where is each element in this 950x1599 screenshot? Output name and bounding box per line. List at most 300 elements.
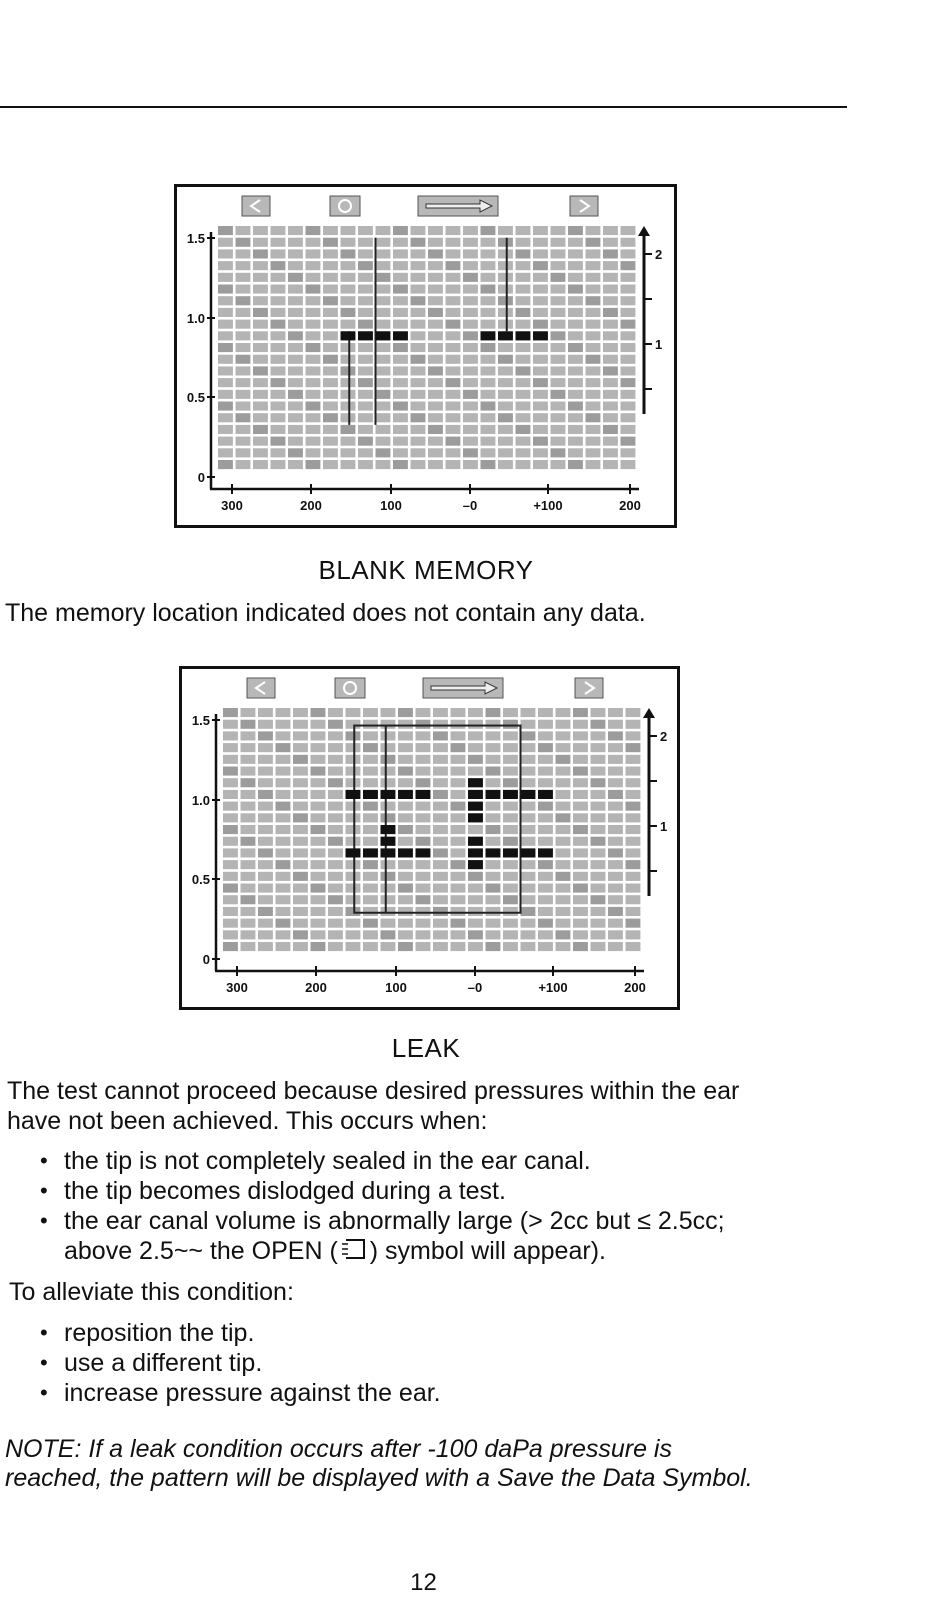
grid-cell (533, 355, 548, 364)
grid-cell (306, 355, 321, 364)
grid-cell (393, 425, 408, 434)
grid-cell (323, 425, 338, 434)
symbol-cell (381, 837, 396, 846)
grid-cell (621, 402, 636, 411)
grid-cell (573, 860, 588, 869)
grid-cell (551, 273, 566, 282)
grid-cell (236, 249, 251, 258)
grid-cell (311, 837, 326, 846)
grid-cell (236, 390, 251, 399)
symbol-cell (503, 790, 518, 799)
grid-cell (608, 731, 623, 740)
grid-cell (323, 366, 338, 375)
grid-cell (568, 378, 583, 387)
grid-cell (446, 226, 461, 235)
grid-cell (586, 437, 601, 446)
grid-cell (621, 343, 636, 352)
grid-cell (556, 743, 571, 752)
grid-cell (503, 720, 518, 729)
grid-cell (468, 708, 483, 717)
grid-cell (328, 708, 343, 717)
grid-cell (398, 813, 413, 822)
grid-cell (451, 919, 466, 928)
grid-cell (341, 460, 356, 469)
grid-cell (451, 802, 466, 811)
grid-cell (306, 238, 321, 247)
grid-cell (293, 848, 308, 857)
grid-cell (328, 919, 343, 928)
grid-cell (468, 895, 483, 904)
grid-cell (533, 448, 548, 457)
grid-cell (381, 919, 396, 928)
grid-cell (218, 460, 233, 469)
grid-cell (451, 767, 466, 776)
grid-cell (533, 226, 548, 235)
grid-cell (311, 720, 326, 729)
symbol-cell (398, 790, 413, 799)
grid-cell (586, 261, 601, 270)
grid-cell (411, 413, 426, 422)
grid-cell (468, 825, 483, 834)
grid-cell (288, 390, 303, 399)
grid-cell (603, 261, 618, 270)
grid-cell (573, 872, 588, 881)
grid-cell (416, 708, 431, 717)
grid-cell (573, 825, 588, 834)
icon-background (570, 196, 598, 216)
grid-cell (586, 308, 601, 317)
grid-cell (276, 767, 291, 776)
grid-cell (428, 331, 443, 340)
grid-cell (218, 343, 233, 352)
grid-cell (428, 448, 443, 457)
grid-cell (363, 813, 378, 822)
grid-cell (276, 907, 291, 916)
grid-cell (551, 366, 566, 375)
symbol-cell (521, 848, 536, 857)
grid-cell (223, 825, 238, 834)
grid-cell (481, 343, 496, 352)
grid-cell (468, 907, 483, 916)
grid-cell (533, 296, 548, 305)
grid-cell (608, 825, 623, 834)
grid-cell (486, 813, 501, 822)
grid-cell (258, 825, 273, 834)
grid-cell (376, 355, 391, 364)
grid-cell (218, 273, 233, 282)
grid-cell (376, 437, 391, 446)
grid-cell (608, 872, 623, 881)
grid-cell (376, 320, 391, 329)
grid-cell (428, 261, 443, 270)
grid-cell (276, 919, 291, 928)
grid-cell (258, 860, 273, 869)
grid-cell (223, 755, 238, 764)
grid-cell (468, 743, 483, 752)
grid-cell (568, 308, 583, 317)
grid-cell (463, 437, 478, 446)
grid-cell (271, 249, 286, 258)
leak-description-line2: have not been achieved. This occurs when: (7, 1107, 488, 1135)
grid-cell (446, 261, 461, 270)
grid-cell (288, 331, 303, 340)
grid-cell (411, 448, 426, 457)
grid-cell (223, 708, 238, 717)
grid-cell (258, 720, 273, 729)
grid-cell (276, 813, 291, 822)
grid-cell (293, 731, 308, 740)
grid-cell (258, 907, 273, 916)
grid-cell (328, 895, 343, 904)
grid-cell (621, 296, 636, 305)
grid-cell (481, 378, 496, 387)
grid-cell (358, 261, 373, 270)
grid-cell (323, 402, 338, 411)
grid-cell (358, 437, 373, 446)
grid-cell (538, 778, 553, 787)
grid-cell (223, 778, 238, 787)
grid-cell (311, 872, 326, 881)
y-axis-label: 0.5 (191, 872, 210, 887)
grid-cell (481, 366, 496, 375)
grid-cell (293, 802, 308, 811)
open-symbol-icon (340, 1237, 368, 1268)
grid-cell (381, 720, 396, 729)
grid-cell (481, 261, 496, 270)
grid-cell (288, 460, 303, 469)
grid-cell (446, 366, 461, 375)
grid-cell (516, 273, 531, 282)
grid-cell (363, 919, 378, 928)
grid-cell (568, 402, 583, 411)
grid-cell (411, 238, 426, 247)
grid-cell (451, 813, 466, 822)
grid-cell (433, 872, 448, 881)
grid-cell (481, 249, 496, 258)
grid-cell (341, 402, 356, 411)
grid-cell (381, 731, 396, 740)
grid-cell (556, 895, 571, 904)
grid-cell (218, 402, 233, 411)
grid-cell (626, 813, 641, 822)
grid-cell (376, 343, 391, 352)
grid-cell (433, 919, 448, 928)
grid-cell (573, 720, 588, 729)
grid-cell (586, 343, 601, 352)
grid-cell (503, 919, 518, 928)
grid-cell (498, 320, 513, 329)
grid-cell (376, 460, 391, 469)
grid-cell (446, 273, 461, 282)
grid-cell (556, 708, 571, 717)
grid-cell (533, 249, 548, 258)
grid-cell (393, 437, 408, 446)
grid-cell (486, 743, 501, 752)
grid-cell (468, 767, 483, 776)
grid-cell (293, 942, 308, 951)
grid-cell (568, 226, 583, 235)
x-axis-label: 200 (300, 498, 322, 513)
grid-cell (591, 907, 606, 916)
y-axis-label: 0.5 (186, 390, 205, 405)
grid-cell (398, 907, 413, 916)
grid-cell (463, 460, 478, 469)
grid-cell (393, 249, 408, 258)
grid-cell (241, 848, 256, 857)
grid-cell (341, 437, 356, 446)
grid-cell (346, 813, 361, 822)
grid-cell (481, 413, 496, 422)
grid-cell (306, 296, 321, 305)
grid-cell (451, 837, 466, 846)
grid-cell (236, 437, 251, 446)
grid-cell (241, 884, 256, 893)
grid-cell (626, 708, 641, 717)
grid-cell (323, 378, 338, 387)
grid-cell (516, 238, 531, 247)
y-axis-label: 0 (197, 470, 205, 485)
grid-cell (608, 848, 623, 857)
grid-cell (241, 731, 256, 740)
grid-cell (533, 413, 548, 422)
grid-cell (253, 402, 268, 411)
grid-cell (416, 942, 431, 951)
grid-cell (411, 331, 426, 340)
grid-cell (538, 930, 553, 939)
grid-cell (551, 331, 566, 340)
grid-cell (573, 919, 588, 928)
grid-cell (573, 731, 588, 740)
grid-cell (328, 767, 343, 776)
grid-cell (428, 460, 443, 469)
grid-cell (328, 802, 343, 811)
grid-cell (486, 708, 501, 717)
grid-cell (393, 390, 408, 399)
list-item: • use a different tip. (40, 1348, 441, 1378)
grid-cell (538, 720, 553, 729)
grid-cell (328, 731, 343, 740)
grid-cell (556, 731, 571, 740)
list-item: • the tip is not completely sealed in the ear canal. (40, 1146, 725, 1176)
grid-cell (293, 708, 308, 717)
grid-cell (411, 261, 426, 270)
symbol-cell (381, 825, 396, 834)
grid-cell (621, 308, 636, 317)
grid-cell (591, 708, 606, 717)
grid-cell (398, 942, 413, 951)
grid-cell (271, 390, 286, 399)
grid-cell (358, 343, 373, 352)
grid-cell (306, 261, 321, 270)
grid-cell (608, 755, 623, 764)
grid-cell (381, 884, 396, 893)
grid-cell (468, 731, 483, 740)
grid-cell (568, 273, 583, 282)
grid-cell (621, 366, 636, 375)
grid-cell (323, 413, 338, 422)
grid-cell (236, 226, 251, 235)
grid-cell (346, 895, 361, 904)
grid-cell (398, 802, 413, 811)
grid-cell (306, 320, 321, 329)
grid-cell (393, 226, 408, 235)
grid-cell (411, 320, 426, 329)
grid-cell (608, 778, 623, 787)
grid-cell (621, 273, 636, 282)
x-axis-label: +100 (533, 498, 563, 513)
grid-cell (398, 708, 413, 717)
grid-cell (223, 860, 238, 869)
grid-cell (568, 390, 583, 399)
grid-cell (591, 743, 606, 752)
list-item: • the tip becomes dislodged during a test. (40, 1176, 725, 1206)
grid-cell (293, 778, 308, 787)
grid-cell (258, 872, 273, 881)
grid-cell (393, 320, 408, 329)
grid-cell (556, 942, 571, 951)
grid-cell (446, 425, 461, 434)
grid-cell (486, 755, 501, 764)
grid-cell (223, 790, 238, 799)
grid-cell (486, 767, 501, 776)
grid-cell (258, 708, 273, 717)
grid-cell (293, 790, 308, 799)
x-axis-label: 300 (226, 980, 248, 995)
grid-cell (393, 308, 408, 317)
grid-cell (603, 378, 618, 387)
grid-cell (591, 731, 606, 740)
grid-cell (446, 296, 461, 305)
grid-cell (451, 778, 466, 787)
grid-cell (293, 907, 308, 916)
grid-cell (626, 884, 641, 893)
grid-cell (376, 378, 391, 387)
grid-cell (258, 848, 273, 857)
grid-cell (236, 355, 251, 364)
grid-cell (363, 778, 378, 787)
grid-cell (626, 790, 641, 799)
grid-cell (573, 802, 588, 811)
grid-cell (293, 872, 308, 881)
grid-cell (223, 930, 238, 939)
right-arrow-icon (570, 196, 598, 216)
grid-cell (416, 895, 431, 904)
grid-cell (481, 390, 496, 399)
grid-cell (293, 825, 308, 834)
blank-memory-screen (174, 184, 677, 528)
circle-icon (330, 196, 360, 216)
grid-cell (328, 813, 343, 822)
grid-cell (236, 343, 251, 352)
grid-cell (416, 907, 431, 916)
grid-cell (586, 402, 601, 411)
grid-cell (608, 907, 623, 916)
grid-cell (276, 872, 291, 881)
grid-cell (626, 837, 641, 846)
grid-cell (306, 226, 321, 235)
grid-cell (411, 378, 426, 387)
grid-cell (446, 378, 461, 387)
grid-cell (288, 448, 303, 457)
blank-memory-description: The memory location indicated does not contain any data. (5, 599, 646, 627)
grid-cell (358, 296, 373, 305)
grid-cell (603, 343, 618, 352)
grid-cell (498, 238, 513, 247)
grid-cell (573, 942, 588, 951)
grid-cell (463, 308, 478, 317)
grid-cell (551, 460, 566, 469)
grid-cell (241, 720, 256, 729)
grid-cell (498, 226, 513, 235)
grid-cell (516, 285, 531, 294)
grid-cell (381, 872, 396, 881)
grid-cell (573, 778, 588, 787)
grid-cell (451, 755, 466, 764)
grid-cell (433, 755, 448, 764)
grid-cell (626, 731, 641, 740)
grid-cell (516, 448, 531, 457)
grid-cell (428, 308, 443, 317)
grid-cell (258, 895, 273, 904)
grid-cell (288, 296, 303, 305)
grid-cell (433, 837, 448, 846)
grid-cell (258, 778, 273, 787)
grid-cell (556, 825, 571, 834)
grid-cell (416, 930, 431, 939)
grid-cell (323, 343, 338, 352)
grid-cell (603, 390, 618, 399)
grid-cell (603, 425, 618, 434)
grid-cell (376, 273, 391, 282)
grid-cell (573, 755, 588, 764)
grid-cell (376, 390, 391, 399)
grid-cell (521, 767, 536, 776)
grid-cell (608, 930, 623, 939)
grid-cell (621, 285, 636, 294)
grid-cell (393, 285, 408, 294)
grid-cell (288, 343, 303, 352)
grid-cell (446, 285, 461, 294)
grid-cell (591, 872, 606, 881)
grid-cell (428, 273, 443, 282)
grid-cell (556, 872, 571, 881)
grid-cell (538, 802, 553, 811)
grid-cell (463, 413, 478, 422)
grid-cell (608, 813, 623, 822)
grid-cell (603, 437, 618, 446)
page-number: 12 (410, 1569, 437, 1596)
grid-cell (481, 355, 496, 364)
grid-cell (591, 755, 606, 764)
grid-cell (411, 296, 426, 305)
grid-cell (323, 226, 338, 235)
grid-cell (241, 790, 256, 799)
grid-cell (568, 320, 583, 329)
grid-cell (498, 308, 513, 317)
grid-cell (276, 825, 291, 834)
volume-scale-label: 2 (660, 729, 668, 744)
grid-cell (516, 425, 531, 434)
grid-cell (463, 425, 478, 434)
grid-cell (608, 884, 623, 893)
grid-cell (603, 308, 618, 317)
grid-cell (498, 448, 513, 457)
grid-cell (551, 226, 566, 235)
symbol-cell (468, 790, 483, 799)
grid-cell (258, 731, 273, 740)
grid-cell (433, 708, 448, 717)
grid-cell (218, 355, 233, 364)
